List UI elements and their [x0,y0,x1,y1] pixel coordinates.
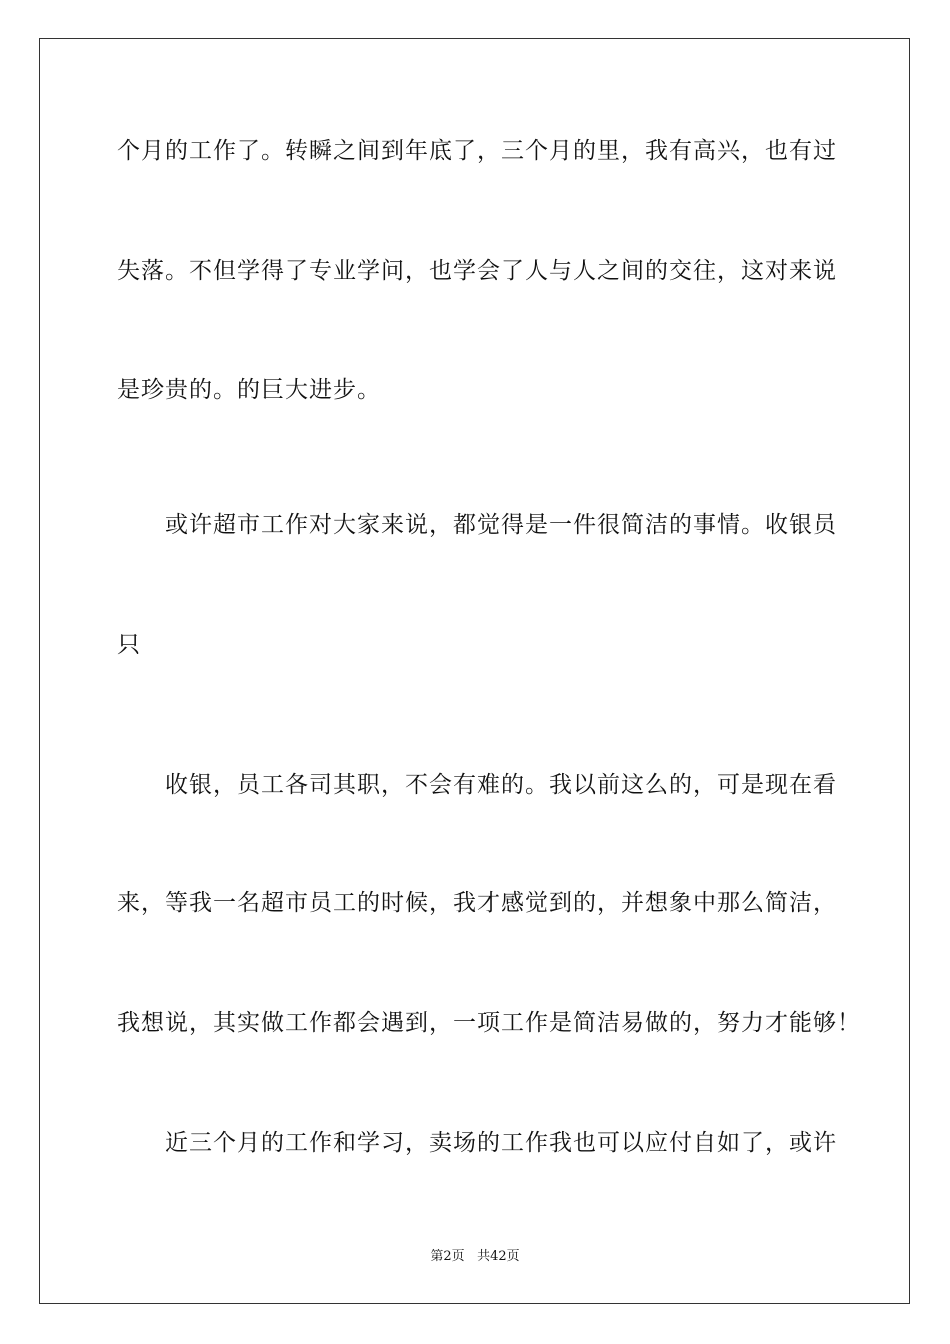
text-line-6: 收银，员工各司其职，不会有难的。我以前这么的，可是现在看 [165,772,837,798]
text-line-9: 近三个月的工作和学习，卖场的工作我也可以应付自如了，或许 [165,1130,837,1156]
text-line-7: 来，等我一名超市员工的时候，我才感觉到的，并想象中那么简洁， [117,890,837,916]
page-number: 第2页 [430,1249,465,1264]
text-line-3: 是珍贵的。的巨大进步。 [117,377,381,403]
text-line-2: 失落。不但学得了专业学问，也学会了人与人之间的交往，这对来说 [117,258,837,284]
text-line-5: 只 [117,632,141,658]
page-total: 共42页 [477,1249,520,1264]
page-footer [0,1248,950,1266]
text-line-1: 个月的工作了。转瞬之间到年底了，三个月的里，我有高兴，也有过 [117,138,837,164]
page-frame [39,38,910,1304]
text-line-8: 我想说，其实做工作都会遇到，一项工作是简洁易做的，努力才能够！ [117,1010,861,1036]
text-line-4: 或许超市工作对大家来说，都觉得是一件很简洁的事情。收银员 [165,512,837,538]
